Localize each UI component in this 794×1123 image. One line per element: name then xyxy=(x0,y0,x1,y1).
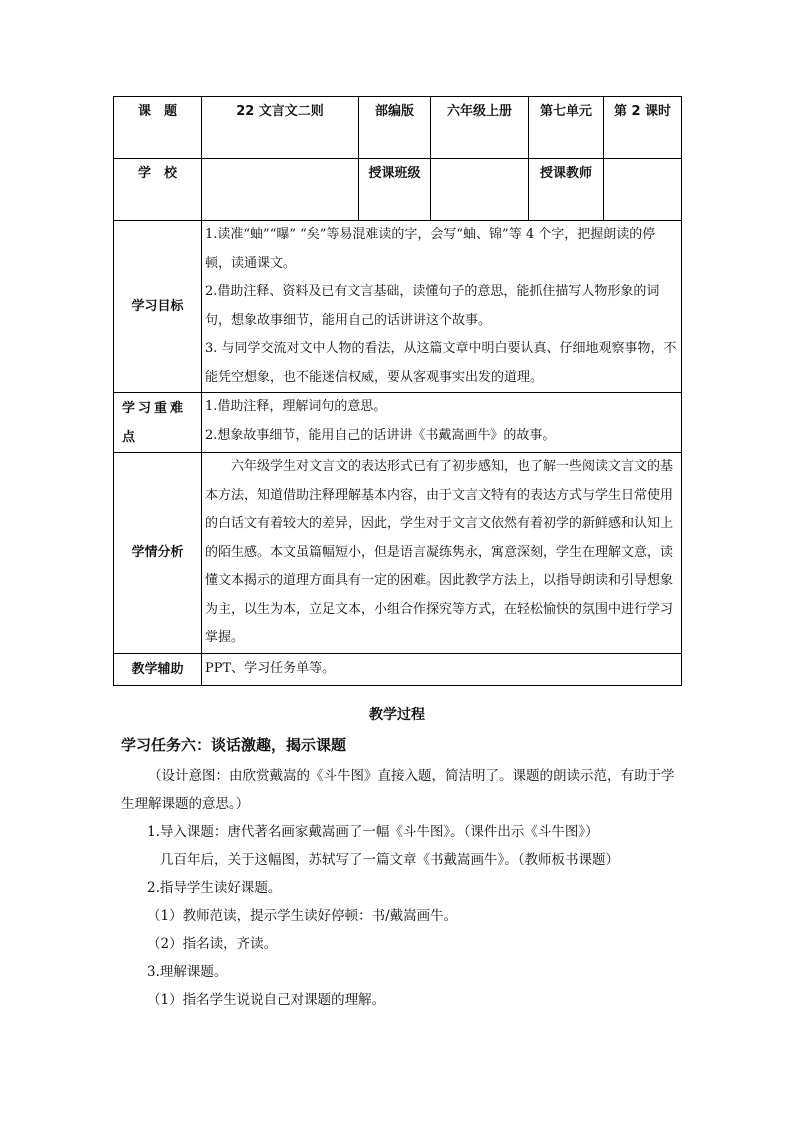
label-teacher: 授课教师 xyxy=(529,159,604,221)
task-title: 学习任务六：谈话激趣，揭示课题 xyxy=(121,736,347,754)
label-lesson-title: 课 题 xyxy=(114,97,202,159)
teacher-value xyxy=(604,159,682,221)
label-aids: 教学辅助 xyxy=(114,653,202,685)
grade: 六年级上册 xyxy=(431,97,529,159)
aids-content: PPT、学习任务单等。 xyxy=(202,653,682,685)
row-goals xyxy=(114,221,682,393)
unit: 第七单元 xyxy=(529,97,604,159)
process-line-5: （2）指名读，齐读。 xyxy=(147,936,278,952)
process-line-3: 2.指导学生读好课题。 xyxy=(147,880,282,896)
row-analysis xyxy=(114,453,682,654)
label-focus: 学习重难点 xyxy=(114,393,202,453)
goal-item-1: 1.读准“蚰”“曝” “矣”等易混难读的字，会写“蚰、锦”等 4 个字，把握朗读的停顿，读通课文。 xyxy=(205,227,656,271)
process-line-4: （1）教师范读，提示学生读好停顿：书/戴嵩画牛。 xyxy=(147,908,458,924)
process-line-1: 1.导入课题：唐代著名画家戴嵩画了一幅《斗牛图》。（课件出示《斗牛图》） xyxy=(147,824,599,840)
goal-item-2: 2.借助注释、资料及已有文言基础，读懂句子的意思，能抓住描写人物形象的词句，想象故事细节，能用自己的话讲讲这个故事。 xyxy=(205,284,660,328)
label-goals: 学习目标 xyxy=(114,221,202,393)
lesson-title: 22 文言文二则 xyxy=(202,97,359,159)
row-school xyxy=(114,159,682,221)
focus-item-2: 2.想象故事细节，能用自己的话讲讲《书戴嵩画牛》的故事。 xyxy=(205,427,556,443)
school-value xyxy=(202,159,359,221)
process-line-7: （1）指名学生说说自己对课题的理解。 xyxy=(147,992,386,1008)
label-school: 学 校 xyxy=(114,159,202,221)
row-aids xyxy=(114,653,682,685)
process-title: 教学过程 xyxy=(369,707,425,723)
lesson-plan-table xyxy=(113,96,682,686)
focus-item-1: 1.借助注释，理解词句的意思。 xyxy=(205,399,387,414)
edition: 部编版 xyxy=(359,97,431,159)
label-class: 授课班级 xyxy=(359,159,431,221)
focus-content xyxy=(202,393,682,453)
analysis-text: 六年级学生对文言文的表达形式已有了初步感知，也了解一些阅读文言文的基本方法，知道借助注释理解基本内容，由于文言文特有的表达方式与学生日常使用的白话文有着较大的差异，因此，学生对于文言文依然有着初学的新鲜感和认知上的陌生感。本文虽篇幅短小，但是语言凝练隽永，寓意深刻，学生在理解文意，读懂文本揭示的道理方面具有一定的困难。因此教学方法上，以指导朗读和引导想象为主，以生为本，立足文本，小组合作探究等方式，在轻松愉快的氛围中进行学习掌握。 xyxy=(205,459,674,645)
analysis-content xyxy=(202,453,682,654)
class-value xyxy=(431,159,529,221)
period: 第 2 课时 xyxy=(604,97,682,159)
goal-item-3: 3. 与同学交流对文中人物的看法，从这篇文章中明白要认真、仔细地观察事物，不能凭空想象，也不能迷信权威，要从客观事实出发的道理。 xyxy=(205,341,677,385)
row-focus xyxy=(114,393,682,453)
design-intent: （设计意图：由欣赏戴嵩的《斗牛图》直接入题，简洁明了。课题的朗读示范，有助于学生理解课题的意思。） xyxy=(121,768,675,812)
label-analysis: 学情分析 xyxy=(114,453,202,654)
row-title xyxy=(114,97,682,159)
goals-content xyxy=(202,221,682,393)
process-line-2: 几百年后，关于这幅图，苏轼写了一篇文章《书戴嵩画牛》。（教师板书课题） xyxy=(160,852,619,868)
process-line-6: 3.理解课题。 xyxy=(147,964,228,980)
